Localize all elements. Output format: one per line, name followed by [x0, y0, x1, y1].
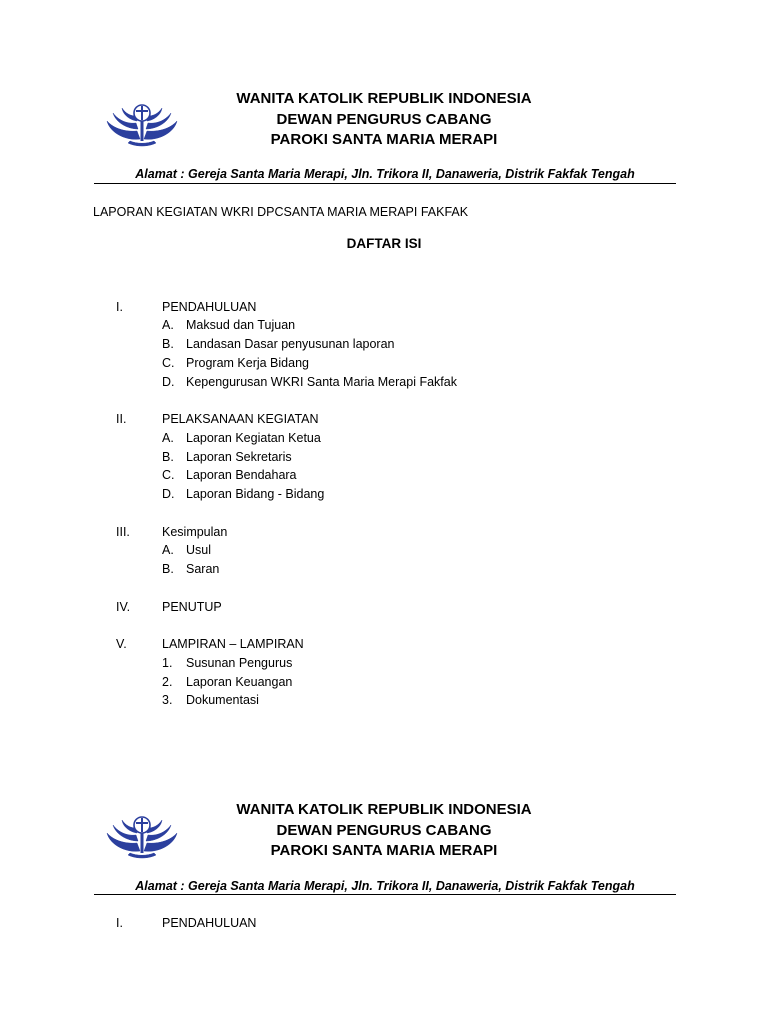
org-name-line3: PAROKI SANTA MARIA MERAPI	[270, 842, 498, 859]
toc-item-marker: 2.	[162, 675, 173, 689]
toc-item-label: Usul	[186, 543, 212, 557]
wkri-emblem-icon	[104, 811, 180, 859]
toc-item-label: Susunan Pengurus	[186, 656, 293, 670]
toc-item-label: Laporan Sekretaris	[186, 450, 292, 464]
toc-section-title: Kesimpulan	[162, 525, 228, 539]
toc-item-marker: B.	[162, 562, 174, 576]
toc-section-title: LAMPIRAN – LAMPIRAN	[162, 637, 304, 651]
address-line: Alamat : Gereja Santa Maria Merapi, Jln. Trikora II, Danaweria, Distrik Fakfak Tengah	[135, 879, 635, 893]
toc-section-numeral: III.	[116, 525, 130, 539]
section-numeral: I.	[116, 916, 123, 930]
report-title: LAPORAN KEGIATAN WKRI DPCSANTA MARIA MERAPI FAKFAK	[93, 205, 469, 219]
toc-item-label: Laporan Keuangan	[186, 675, 293, 689]
toc-item-label: Landasan Dasar penyusunan laporan	[186, 337, 395, 351]
toc-item-label: Laporan Bendahara	[186, 468, 297, 482]
toc-item-label: Maksud dan Tujuan	[186, 318, 296, 332]
toc-item-marker: C.	[162, 468, 175, 482]
toc-section-title: PELAKSANAAN KEGIATAN	[162, 412, 319, 426]
toc-item-marker: 1.	[162, 656, 173, 670]
toc-item-label: Laporan Kegiatan Ketua	[186, 431, 321, 445]
toc-item-marker: A.	[162, 318, 174, 332]
toc-item-marker: 3.	[162, 693, 173, 707]
toc-section-numeral: I.	[116, 300, 123, 314]
toc-section-numeral: II.	[116, 412, 127, 426]
header-divider	[94, 183, 676, 184]
toc-item-marker: D.	[162, 375, 175, 389]
toc-item-marker: B.	[162, 337, 174, 351]
toc-item-label: Saran	[186, 562, 220, 576]
toc-item-label: Dokumentasi	[186, 693, 259, 707]
toc-item-marker: C.	[162, 356, 175, 370]
org-name-line3: PAROKI SANTA MARIA MERAPI	[270, 131, 498, 148]
toc-item-marker: A.	[162, 543, 174, 557]
header-divider	[94, 894, 676, 895]
address-line: Alamat : Gereja Santa Maria Merapi, Jln. Trikora II, Danaweria, Distrik Fakfak Tengah	[135, 167, 635, 181]
org-name-line2: DEWAN PENGURUS CABANG	[276, 822, 492, 839]
toc-item-marker: A.	[162, 431, 174, 445]
toc-heading: DAFTAR ISI	[346, 236, 422, 251]
toc-section-numeral: V.	[116, 637, 127, 651]
toc-item-marker: D.	[162, 487, 175, 501]
section-title: PENDAHULUAN	[162, 916, 257, 930]
toc-section-numeral: IV.	[116, 600, 131, 614]
toc-section-title: PENUTUP	[162, 600, 222, 614]
toc-section-title: PENDAHULUAN	[162, 300, 257, 314]
toc-item-label: Kepengurusan WKRI Santa Maria Merapi Fakfak	[186, 375, 457, 389]
org-name-line1: WANITA KATOLIK REPUBLIK INDONESIA	[236, 801, 532, 818]
toc-item-label: Program Kerja Bidang	[186, 356, 309, 370]
toc-item-marker: B.	[162, 450, 174, 464]
org-name-line2: DEWAN PENGURUS CABANG	[276, 111, 492, 128]
toc-item-label: Laporan Bidang - Bidang	[186, 487, 325, 501]
org-name-line1: WANITA KATOLIK REPUBLIK INDONESIA	[236, 90, 532, 107]
